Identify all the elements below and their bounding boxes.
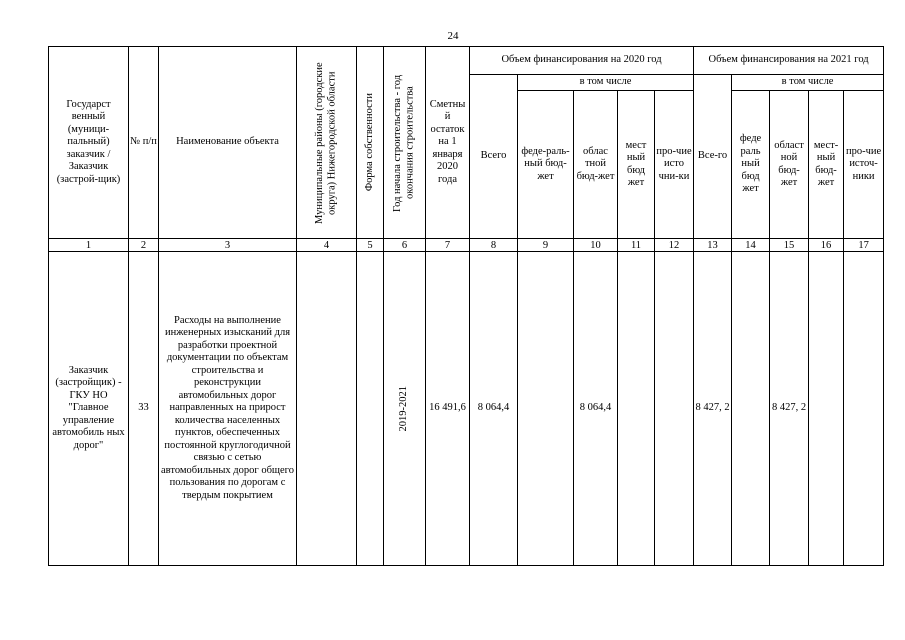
header-including-2020: в том числе [518, 75, 694, 91]
header-funding-2020: Объем финансирования на 2020 год [470, 47, 694, 75]
column-number: 4 [297, 239, 357, 252]
header-regional-2021: област ной бюд-жет [770, 91, 809, 239]
column-number: 6 [384, 239, 426, 252]
row-regional-2020: 8 064,4 [574, 252, 618, 566]
column-number: 17 [844, 239, 884, 252]
header-districts [297, 47, 357, 239]
header-estimate-balance: Сметный остаток на 1 января 2020 года [426, 47, 470, 239]
row-customer: Заказчик (застройщик) - ГКУ НО "Главное управление автомобиль ных дорог" [49, 252, 129, 566]
header-years-text: Год начала строительства - год окончания строительства [392, 73, 416, 212]
row-estimate-balance: 16 491,6 [426, 252, 470, 566]
row-regional-2021: 8 427, 2 [770, 252, 809, 566]
column-number: 3 [159, 239, 297, 252]
header-ownership-text: Форма собственности [363, 93, 375, 192]
table-row [49, 252, 884, 566]
column-number: 14 [732, 239, 770, 252]
header-local-2020: мест ный бюд жет [618, 91, 655, 239]
header-funding-2021: Объем финансирования на 2021 год [694, 47, 884, 75]
column-number: 12 [655, 239, 694, 252]
row-other-2021 [844, 252, 884, 566]
row-object-name: Расходы на выполнение инженерных изысканий для разработки проектной документации по объектам строительства и реконструкции автомобильных дорог направленных на прирост количества населенных пунктов, обеспеченных постоянной круглогодичной связью с сетью автомобильных дорог общего пользования по дорогам с твердым покрытием [159, 252, 297, 566]
header-customer: Государст венный (муници-пальный) заказчик / Заказчик (застрой-щик) [49, 47, 129, 239]
header-ownership [357, 47, 384, 239]
row-ownership [357, 252, 384, 566]
row-federal-2020 [518, 252, 574, 566]
column-number: 13 [694, 239, 732, 252]
row-total-2020: 8 064,4 [470, 252, 518, 566]
header-regional-2020: облас тной бюд-жет [574, 91, 618, 239]
header-including-2021: в том числе [732, 75, 884, 91]
header-total-2020: Всего [470, 75, 518, 239]
column-number-row [49, 239, 884, 252]
column-number: 9 [518, 239, 574, 252]
row-federal-2021 [732, 252, 770, 566]
row-years [384, 252, 426, 566]
row-districts [297, 252, 357, 566]
column-number: 2 [129, 239, 159, 252]
row-other-2020 [655, 252, 694, 566]
column-number: 8 [470, 239, 518, 252]
page-number: 24 [447, 30, 459, 42]
column-number: 16 [809, 239, 844, 252]
header-object-name: Наименование объекта [159, 47, 297, 239]
column-number: 7 [426, 239, 470, 252]
row-years-text: 2019-2021 [398, 385, 410, 432]
funding-table [48, 46, 884, 566]
column-number: 11 [618, 239, 655, 252]
header-other-2020: про-чие исто чни-ки [655, 91, 694, 239]
column-number: 5 [357, 239, 384, 252]
header-federal-2021: феде раль ный бюд жет [732, 91, 770, 239]
header-federal-2020: феде-раль-ный бюд-жет [518, 91, 574, 239]
column-number: 1 [49, 239, 129, 252]
header-other-2021: про-чие источ-ники [844, 91, 884, 239]
row-local-2020 [618, 252, 655, 566]
header-number: № п/п [129, 47, 159, 239]
row-local-2021 [809, 252, 844, 566]
header-local-2021: мест-ный бюд-жет [809, 91, 844, 239]
column-number: 15 [770, 239, 809, 252]
header-districts-text: Муниципальные районы (городские округа) Нижегородской области [314, 61, 338, 224]
column-number: 10 [574, 239, 618, 252]
header-total-2021: Все-го [694, 75, 732, 239]
row-total-2021: 8 427, 2 [694, 252, 732, 566]
row-number: 33 [129, 252, 159, 566]
header-years [384, 47, 426, 239]
